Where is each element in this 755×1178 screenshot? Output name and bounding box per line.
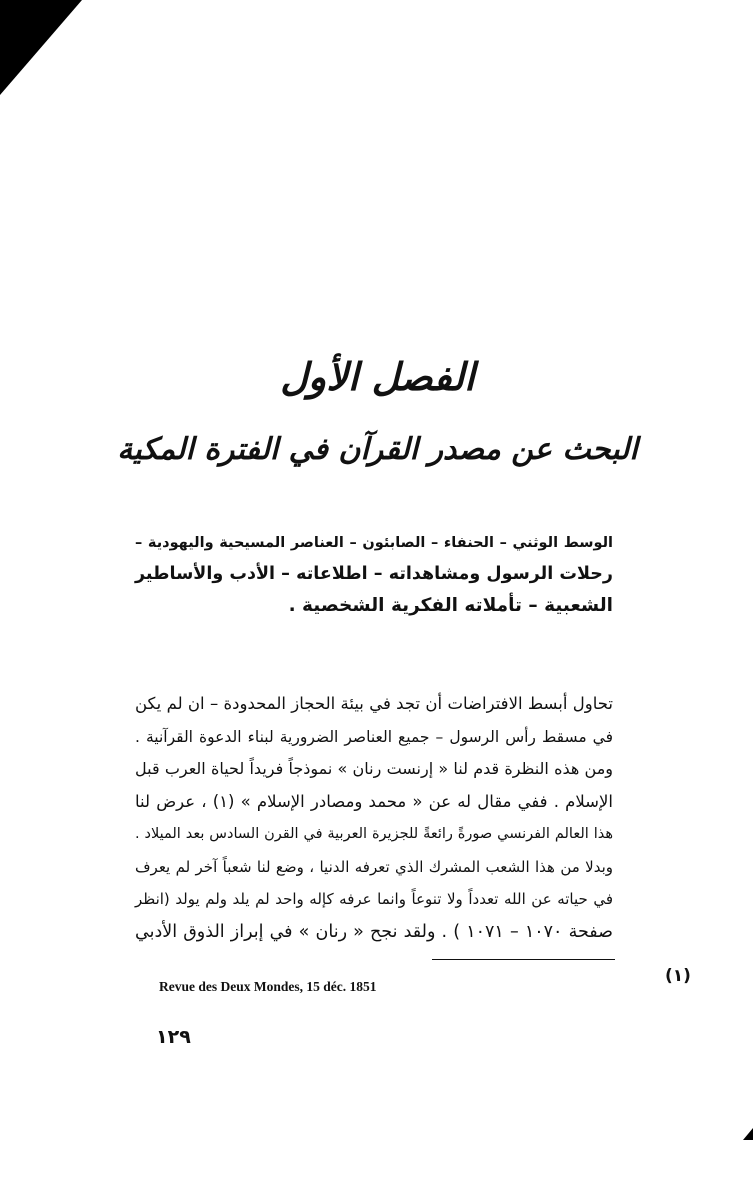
footnote-marker: (١) <box>665 966 691 986</box>
summary-line: رحلات الرسول ومشاهداته – اطلاعاته – الأدب والأساطير <box>135 564 613 584</box>
scan-corner-mark-bottom <box>743 1128 753 1140</box>
body-line: وبدلا من هذا الشعب المشرك الذي تعرفه الدنيا ، وضع لنا شعباً آخر لم يعرف <box>135 857 613 876</box>
body-line: في حياته عن الله تعدداً ولا تنوعاً وانما عرفه كإله واحد لم يلد ولم يولد (انظر <box>135 890 613 908</box>
footnote-divider <box>432 959 615 960</box>
body-paragraph <box>135 688 613 948</box>
summary-line: الوسط الوثني – الحنفاء – الصابئون – العناصر المسيحية واليهودية – <box>135 535 613 551</box>
chapter-subtitle: البحث عن مصدر القرآن في الفترة المكية <box>117 432 638 467</box>
footnote-text: Revue des Deux Mondes, 15 déc. 1851 <box>159 979 377 994</box>
summary-line: الشعبية – تأملاته الفكرية الشخصية . <box>288 595 613 616</box>
body-line: في مسقط رأس الرسول – جميع العناصر الضرورية لبناء الدعوة القرآنية . <box>135 727 613 746</box>
body-line: هذا العالم الفرنسي صورةً رائعةً للجزيرة العربية في القرن السادس بعد الميلاد . <box>135 826 613 842</box>
chapter-summary <box>135 528 613 621</box>
body-line: تحاول أبسط الافتراضات أن تجد في بيئة الحجاز المحدودة – ان لم يكن <box>135 694 613 713</box>
body-line: ومن هذه النظرة قدم لنا « إرنست رنان » نموذجاً فريداً لحياة العرب قبل <box>135 759 613 778</box>
page-number: ١٢٩ <box>156 1026 191 1048</box>
chapter-title: الفصل الأول <box>280 355 475 399</box>
body-line: صفحة ١٠٧٠ – ١٠٧١ ) . ولقد نجح « رنان » في إبراز الذوق الأدبي <box>135 921 613 942</box>
body-line: الإسلام . ففي مقال له عن « محمد ومصادر الإسلام » (١) ، عرض لنا <box>135 791 613 811</box>
scan-corner-mark <box>0 0 82 95</box>
